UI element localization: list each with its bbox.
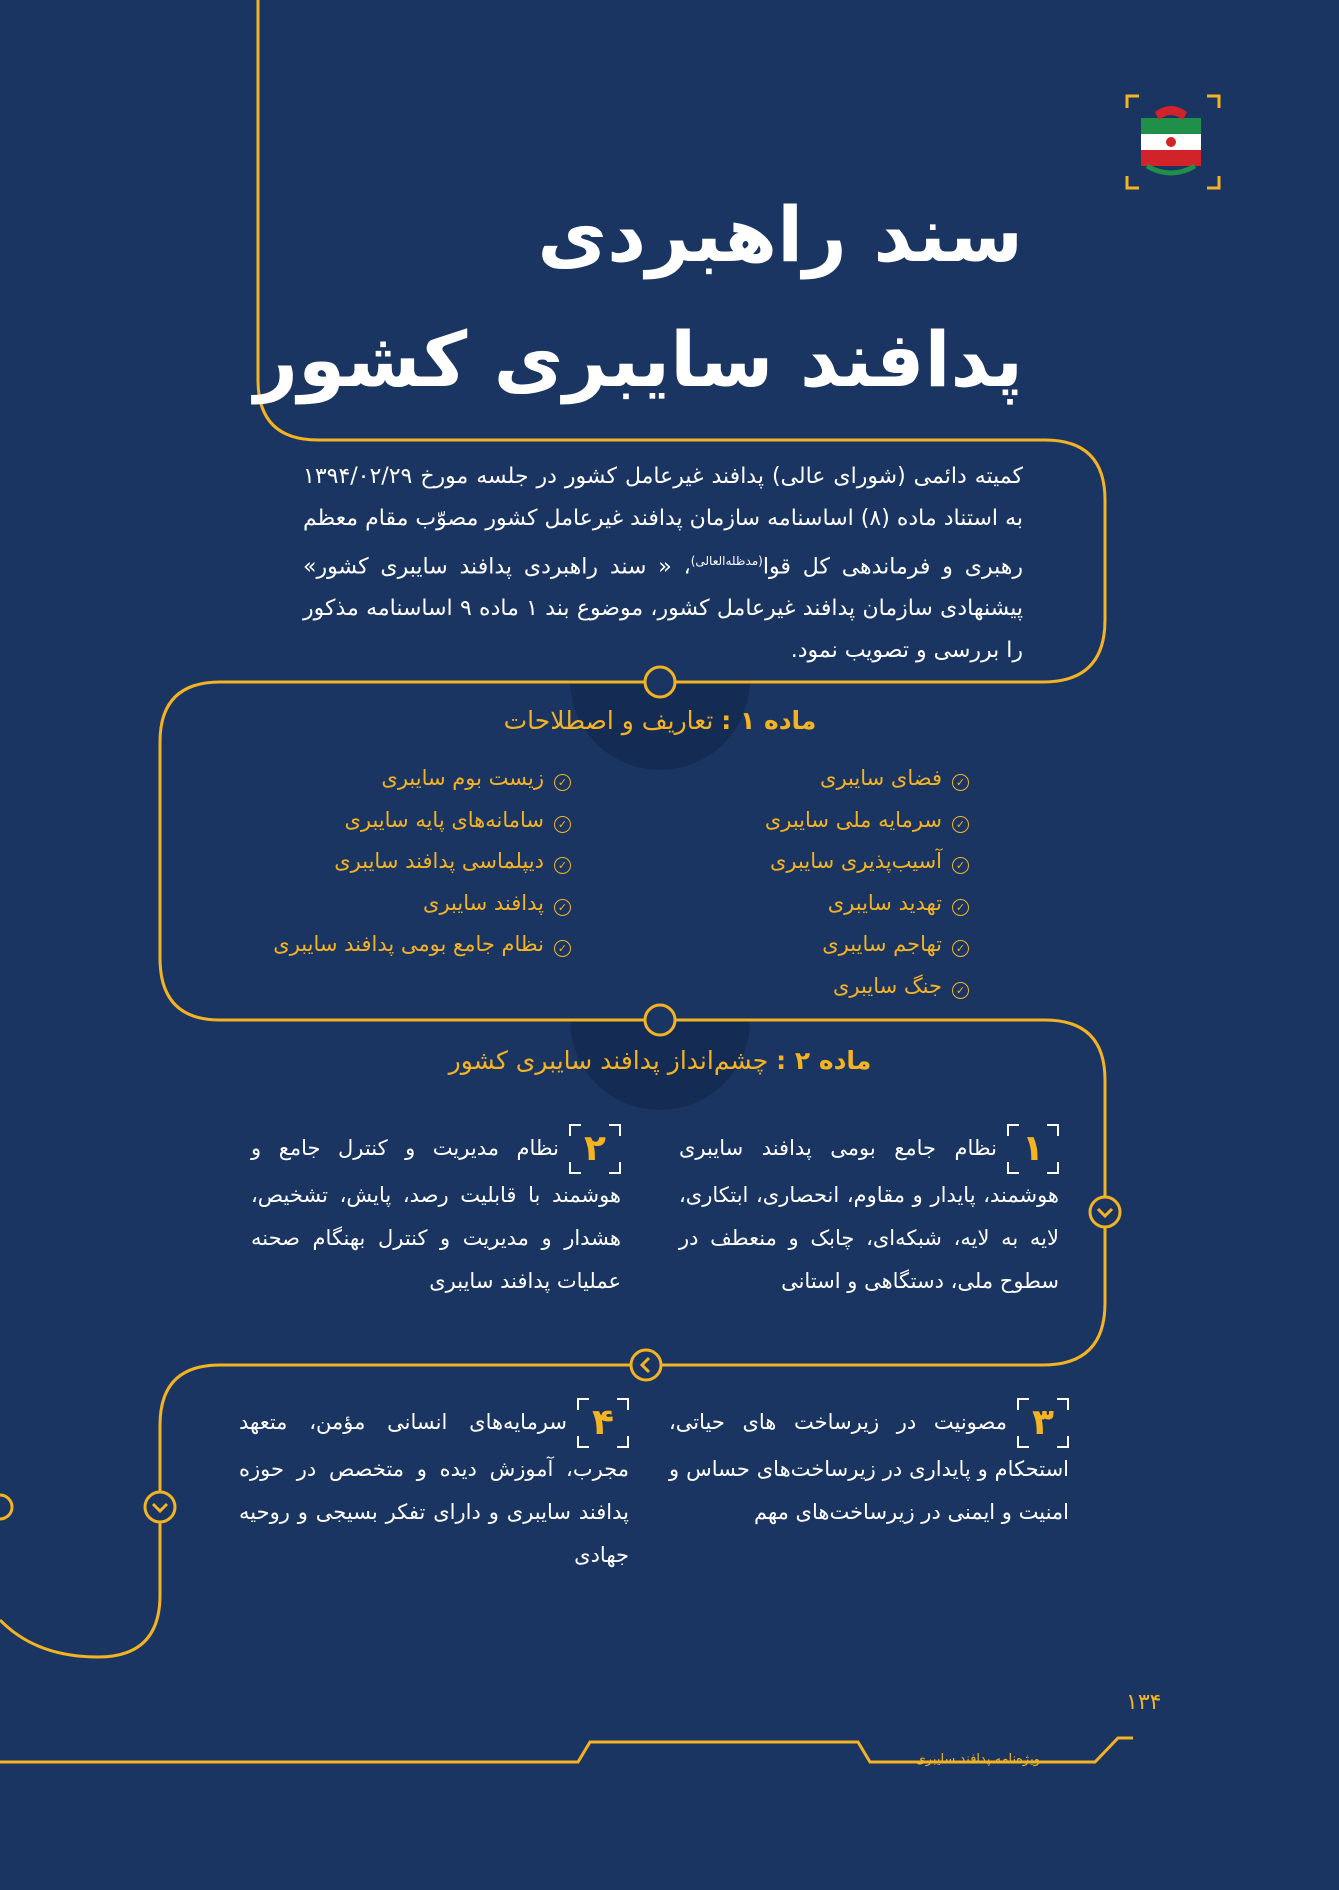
vision-item-text: نظام مدیریت و کنترل جامع و هوشمند با قابلیت رصد، پایش، تشخیص، هشدار و مدیریت و کنترل بهنگام صحنه عملیات پدافند سایبری: [251, 1136, 621, 1293]
vision-item-text: نظام جامع بومی پدافند سایبری هوشمند، پایدار و مقاوم، انحصاری، ابتکاری، لایه به لایه، شبکه‌ای، چابک و منعطف در سطوح ملی، دستگاهی و استانی: [679, 1136, 1059, 1293]
number-badge: ۱: [1007, 1124, 1059, 1174]
list-item: ✓سرمایه ملی سایبری: [609, 800, 969, 842]
check-circle-icon: ✓: [554, 940, 571, 957]
list-item: ✓تهدید سایبری: [609, 883, 969, 925]
vision-item-text: سرمایه‌های انسانی مؤمن، متعهد مجرب، آموزش دیده و متخصص در حوزه پدافند سایبری و دارای تفکر بسیجی و روحیه جهادی: [239, 1410, 629, 1567]
vision-item-3: [669, 1398, 1069, 1534]
list-item: ✓سامانه‌های پایه سایبری: [211, 800, 571, 842]
vision-item-1: [679, 1124, 1059, 1303]
article1-heading: [430, 706, 890, 735]
article2-heading: [400, 1046, 920, 1075]
number-badge: ۳: [1017, 1398, 1069, 1448]
chevron-left-icon: [631, 1350, 661, 1380]
list-item: ✓پدافند سایبری: [211, 883, 571, 925]
title-line-1: سند راهبردی: [537, 190, 1023, 279]
intro-text-after: ، « سند راهبردی پدافند سایبری کشور» پیشنهادی سازمان پدافند غیرعامل کشور، موضوع بند ۱ ماده ۹ اساسنامه مذکور را بررسی و تصویب نمود.: [303, 554, 1024, 664]
list-item: ✓جنگ سایبری: [609, 966, 969, 1008]
definitions-right-column: [609, 758, 969, 1008]
number-badge: ۲: [569, 1124, 621, 1174]
check-circle-icon: ✓: [952, 982, 969, 999]
check-circle-icon: ✓: [952, 899, 969, 916]
number-badge: ۴: [577, 1398, 629, 1448]
logo-emblem: [1125, 94, 1221, 190]
article1-label: ماده ۱ :: [721, 706, 817, 735]
check-circle-icon: ✓: [952, 774, 969, 791]
list-item: ✓دیپلماسی پدافند سایبری: [211, 841, 571, 883]
check-circle-icon: ✓: [554, 816, 571, 833]
intro-text-before: کمیته دائمی (شورای عالی) پدافند غیرعامل کشور در جلسه مورخ ۱۳۹۴/۰۲/۲۹ به استناد ماده (۸) اساسنامه سازمان پدافند غیرعامل کشور مصوّب مقام معظم رهبری و فرماندهی کل قوا: [303, 464, 1023, 580]
list-item: ✓تهاجم سایبری: [609, 924, 969, 966]
check-circle-icon: ✓: [952, 940, 969, 957]
article2-label: ماده ۲ :: [776, 1046, 872, 1075]
article1-title: تعاریف و اصطلاحات: [503, 706, 714, 735]
check-circle-icon: ✓: [952, 857, 969, 874]
list-item: ✓نظام جامع بومی پدافند سایبری: [211, 924, 571, 966]
connector-dot-2: [645, 1005, 675, 1035]
intro-paragraph: [303, 456, 1023, 672]
title-line-2: پدافند سایبری کشور: [254, 315, 1023, 404]
vision-item-text: مصونیت در زیرساخت های حیاتی، استحکام و پایداری در زیرساخت‌های حساس و امنیت و ایمنی در زیرساخت‌های مهم: [669, 1410, 1069, 1524]
chevron-down-icon: [145, 1492, 175, 1522]
check-circle-icon: ✓: [554, 857, 571, 874]
check-circle-icon: ✓: [952, 816, 969, 833]
vision-item-4: [239, 1398, 629, 1577]
article2-title: چشم‌انداز پدافند سایبری کشور: [448, 1046, 769, 1075]
intro-superscript: (مدظله‌العالی): [690, 554, 763, 568]
list-item: ✓فضای سایبری: [609, 758, 969, 800]
chevron-down-icon: [1090, 1197, 1120, 1227]
definitions-left-column: [211, 758, 571, 966]
list-item: ✓آسیب‌پذیری سایبری: [609, 841, 969, 883]
page-number: ۱۳۴: [1126, 1690, 1162, 1715]
footer-label: ویژه‌نامه پدافند سایبری: [915, 1752, 1040, 1767]
vision-item-2: [251, 1124, 621, 1303]
check-circle-icon: ✓: [554, 774, 571, 791]
list-item: ✓زیست بوم سایبری: [211, 758, 571, 800]
check-circle-icon: ✓: [554, 899, 571, 916]
